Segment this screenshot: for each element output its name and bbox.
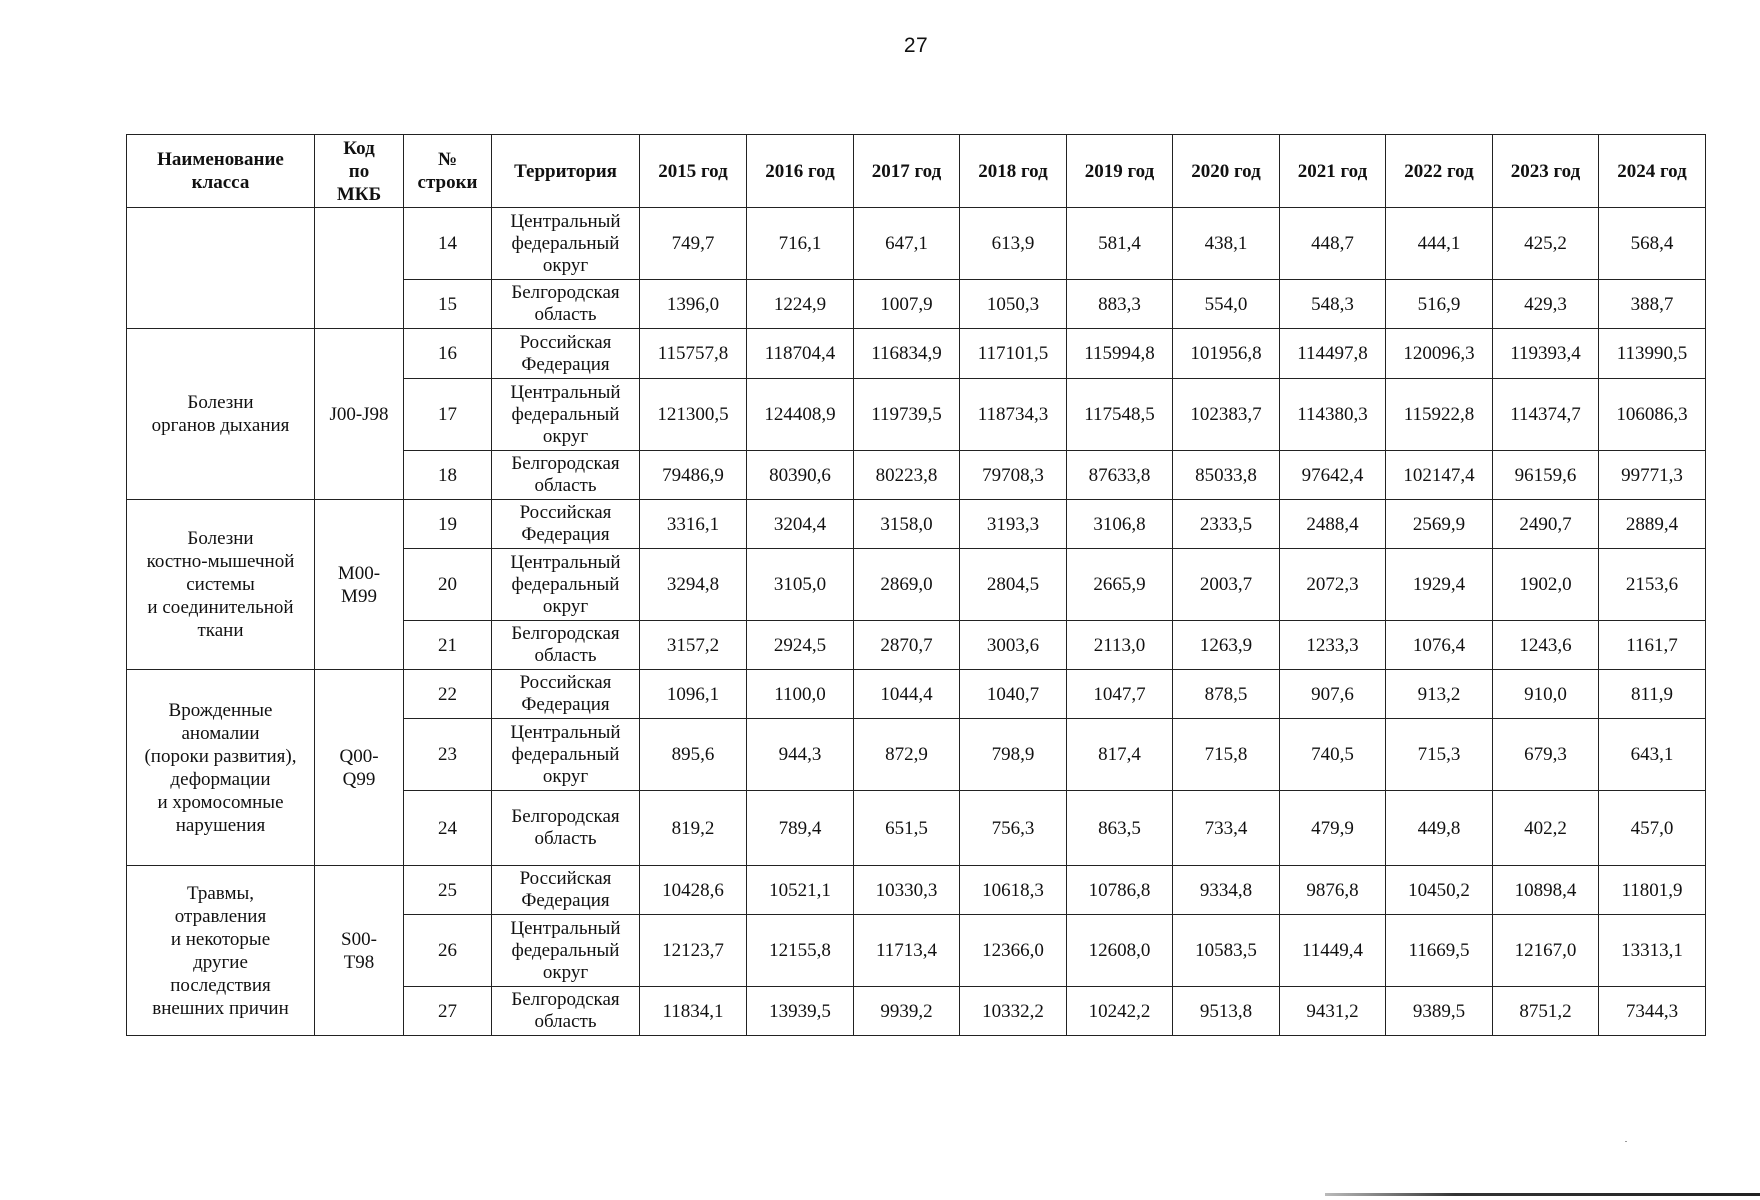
value-cell: 913,2: [1386, 670, 1493, 719]
value-cell: 2924,5: [747, 621, 854, 670]
value-cell: 106086,3: [1599, 379, 1706, 451]
value-cell: 1929,4: [1386, 549, 1493, 621]
value-cell: 13939,5: [747, 987, 854, 1036]
value-cell: 425,2: [1493, 208, 1599, 280]
class-name-line: Болезни: [187, 528, 254, 549]
icd-code-line: T98: [343, 951, 375, 973]
row-number-cell: 25: [404, 866, 492, 915]
header-icd-code: [315, 135, 404, 208]
value-cell: 733,4: [1173, 791, 1280, 866]
value-cell: 429,3: [1493, 280, 1599, 329]
header-year: 2017 год: [854, 135, 960, 208]
value-cell: 2665,9: [1067, 549, 1173, 621]
row-number-cell: 22: [404, 670, 492, 719]
value-cell: 789,4: [747, 791, 854, 866]
value-cell: 1050,3: [960, 280, 1067, 329]
header-code-line: по: [348, 160, 370, 182]
icd-code-line: Q00-: [339, 745, 379, 767]
territory-line: Федерация: [521, 694, 610, 715]
class-name-line: и хромосомные: [157, 791, 284, 813]
territory-cell: [492, 866, 640, 915]
territory-line: область: [534, 645, 597, 666]
territory-cell: [492, 500, 640, 549]
header-code-line: МКБ: [336, 183, 382, 205]
value-cell: 817,4: [1067, 719, 1173, 791]
class-name-line: деформации: [170, 768, 271, 790]
value-cell: 114374,7: [1493, 379, 1599, 451]
value-cell: 2003,7: [1173, 549, 1280, 621]
class-name-cell: [127, 208, 315, 329]
value-cell: 3003,6: [960, 621, 1067, 670]
territory-line: округ: [542, 961, 589, 983]
value-cell: 3105,0: [747, 549, 854, 621]
territory-cell: [492, 987, 640, 1036]
value-cell: 10898,4: [1493, 866, 1599, 915]
header-row-number: [404, 135, 492, 208]
value-cell: 12366,0: [960, 915, 1067, 987]
territory-cell: [492, 719, 640, 791]
header-class-name: Наименование класса: [127, 135, 315, 208]
value-cell: 449,8: [1386, 791, 1493, 866]
value-cell: 120096,3: [1386, 329, 1493, 379]
class-name-line: Болезни: [187, 392, 254, 413]
value-cell: 457,0: [1599, 791, 1706, 866]
territory-line: федеральный: [511, 573, 620, 595]
class-name-line: системы: [186, 574, 255, 595]
value-cell: 119739,5: [854, 379, 960, 451]
value-cell: 85033,8: [1173, 451, 1280, 500]
value-cell: 12155,8: [747, 915, 854, 987]
class-name-line: (пороки развития),: [144, 745, 297, 767]
value-cell: 115757,8: [640, 329, 747, 379]
value-cell: 115994,8: [1067, 329, 1173, 379]
value-cell: 119393,4: [1493, 329, 1599, 379]
row-number-cell: 19: [404, 500, 492, 549]
value-cell: 679,3: [1493, 719, 1599, 791]
value-cell: 3158,0: [854, 500, 960, 549]
value-cell: 113990,5: [1599, 329, 1706, 379]
header-territory: Территория: [492, 135, 640, 208]
value-cell: 96159,6: [1493, 451, 1599, 500]
value-cell: 910,0: [1493, 670, 1599, 719]
table-row: [127, 670, 1706, 719]
value-cell: 2490,7: [1493, 500, 1599, 549]
value-cell: 895,6: [640, 719, 747, 791]
row-number-cell: 23: [404, 719, 492, 791]
header-year: 2019 год: [1067, 135, 1173, 208]
header-row-number-line: строки: [417, 172, 478, 193]
value-cell: 10786,8: [1067, 866, 1173, 915]
territory-cell: [492, 670, 640, 719]
icd-code-cell: [315, 208, 404, 329]
value-cell: 2870,7: [854, 621, 960, 670]
value-cell: 2072,3: [1280, 549, 1386, 621]
header-row-number-line: №: [437, 149, 458, 170]
class-name-line: внешних причин: [152, 997, 289, 1019]
value-cell: 3106,8: [1067, 500, 1173, 549]
value-cell: 2333,5: [1173, 500, 1280, 549]
class-name-line: последствия: [170, 974, 271, 996]
territory-line: Центральный: [510, 210, 621, 232]
value-cell: 444,1: [1386, 208, 1493, 280]
class-name-line: нарушения: [175, 814, 266, 836]
value-cell: 3316,1: [640, 500, 747, 549]
class-name-line: ткани: [197, 620, 244, 641]
value-cell: 2488,4: [1280, 500, 1386, 549]
value-cell: 872,9: [854, 719, 960, 791]
value-cell: 438,1: [1173, 208, 1280, 280]
table-row: [127, 329, 1706, 379]
page-number: 27: [903, 34, 929, 57]
value-cell: 114380,3: [1280, 379, 1386, 451]
value-cell: 12123,7: [640, 915, 747, 987]
territory-line: Федерация: [521, 890, 610, 911]
table-row: [127, 500, 1706, 549]
value-cell: 548,3: [1280, 280, 1386, 329]
class-name-cell: [127, 670, 315, 866]
value-cell: 716,1: [747, 208, 854, 280]
value-cell: 99771,3: [1599, 451, 1706, 500]
territory-cell: [492, 915, 640, 987]
territory-line: область: [534, 828, 597, 849]
value-cell: 10583,5: [1173, 915, 1280, 987]
class-name-line: отравления: [174, 905, 267, 927]
table-row: [127, 866, 1706, 915]
territory-line: Белгородская: [511, 453, 620, 474]
value-cell: 9939,2: [854, 987, 960, 1036]
value-cell: 118704,4: [747, 329, 854, 379]
value-cell: 1044,4: [854, 670, 960, 719]
value-cell: 479,9: [1280, 791, 1386, 866]
scan-artifact-line: [1325, 1193, 1760, 1196]
value-cell: 1263,9: [1173, 621, 1280, 670]
value-cell: 3193,3: [960, 500, 1067, 549]
value-cell: 1233,3: [1280, 621, 1386, 670]
territory-cell: [492, 791, 640, 866]
value-cell: 811,9: [1599, 670, 1706, 719]
value-cell: 7344,3: [1599, 987, 1706, 1036]
value-cell: 554,0: [1173, 280, 1280, 329]
value-cell: 448,7: [1280, 208, 1386, 280]
territory-cell: [492, 451, 640, 500]
value-cell: 11801,9: [1599, 866, 1706, 915]
value-cell: 819,2: [640, 791, 747, 866]
value-cell: 1224,9: [747, 280, 854, 329]
value-cell: 117548,5: [1067, 379, 1173, 451]
class-name-line: и некоторые: [170, 928, 271, 950]
territory-line: Белгородская: [511, 282, 620, 303]
value-cell: 10242,2: [1067, 987, 1173, 1036]
territory-line: область: [534, 1011, 597, 1032]
value-cell: 13313,1: [1599, 915, 1706, 987]
value-cell: 10521,1: [747, 866, 854, 915]
territory-line: Белгородская: [511, 623, 620, 644]
territory-line: федеральный: [511, 403, 620, 425]
territory-line: Российская: [519, 868, 612, 889]
value-cell: 116834,9: [854, 329, 960, 379]
value-cell: 9876,8: [1280, 866, 1386, 915]
territory-line: округ: [542, 765, 589, 787]
class-name-cell: [127, 866, 315, 1036]
class-name-line: другие: [193, 951, 248, 973]
territory-line: Центральный: [510, 721, 621, 743]
class-name-cell: [127, 500, 315, 670]
value-cell: 79486,9: [640, 451, 747, 500]
territory-line: Федерация: [521, 524, 610, 545]
value-cell: 402,2: [1493, 791, 1599, 866]
value-cell: 102147,4: [1386, 451, 1493, 500]
value-cell: 883,3: [1067, 280, 1173, 329]
territory-line: область: [534, 304, 597, 325]
header-year: 2024 год: [1599, 135, 1706, 208]
icd-code-line: M00-: [337, 562, 381, 584]
territory-cell: [492, 329, 640, 379]
value-cell: 97642,4: [1280, 451, 1386, 500]
territory-cell: [492, 208, 640, 280]
value-cell: 115922,8: [1386, 379, 1493, 451]
value-cell: 9431,2: [1280, 987, 1386, 1036]
value-cell: 756,3: [960, 791, 1067, 866]
territory-line: федеральный: [511, 232, 620, 254]
value-cell: 121300,5: [640, 379, 747, 451]
icd-code-cell: [315, 670, 404, 866]
value-cell: 9513,8: [1173, 987, 1280, 1036]
header-year: 2015 год: [640, 135, 747, 208]
territory-line: Федерация: [521, 353, 610, 375]
class-name-line: костно-мышечной: [146, 551, 295, 572]
value-cell: 12608,0: [1067, 915, 1173, 987]
value-cell: 80223,8: [854, 451, 960, 500]
value-cell: 2804,5: [960, 549, 1067, 621]
value-cell: 647,1: [854, 208, 960, 280]
value-cell: 10618,3: [960, 866, 1067, 915]
value-cell: 8751,2: [1493, 987, 1599, 1036]
value-cell: 1396,0: [640, 280, 747, 329]
territory-line: округ: [542, 595, 589, 617]
territory-line: Белгородская: [511, 989, 620, 1010]
value-cell: 3294,8: [640, 549, 747, 621]
row-number-cell: 16: [404, 329, 492, 379]
territory-cell: [492, 379, 640, 451]
value-cell: 907,6: [1280, 670, 1386, 719]
icd-code-line: M99: [341, 585, 377, 607]
value-cell: 3204,4: [747, 500, 854, 549]
icd-code-line: J00-J98: [329, 403, 389, 425]
morbidity-table: [126, 134, 1706, 1036]
value-cell: 9334,8: [1173, 866, 1280, 915]
value-cell: 1243,6: [1493, 621, 1599, 670]
value-cell: 2869,0: [854, 549, 960, 621]
territory-line: округ: [542, 254, 589, 276]
value-cell: 117101,5: [960, 329, 1067, 379]
value-cell: 581,4: [1067, 208, 1173, 280]
icd-code-cell: [315, 329, 404, 500]
territory-line: федеральный: [511, 743, 620, 765]
value-cell: 568,4: [1599, 208, 1706, 280]
value-cell: 2153,6: [1599, 549, 1706, 621]
value-cell: 118734,3: [960, 379, 1067, 451]
value-cell: 10450,2: [1386, 866, 1493, 915]
value-cell: 1096,1: [640, 670, 747, 719]
territory-line: Центральный: [510, 917, 621, 939]
territory-line: Центральный: [510, 551, 621, 573]
value-cell: 1047,7: [1067, 670, 1173, 719]
value-cell: 1040,7: [960, 670, 1067, 719]
territory-line: Российская: [519, 502, 612, 523]
row-number-cell: 27: [404, 987, 492, 1036]
territory-line: Российская: [519, 331, 612, 353]
class-name-line: и соединительной: [147, 597, 294, 618]
value-cell: 11834,1: [640, 987, 747, 1036]
value-cell: 80390,6: [747, 451, 854, 500]
class-name-line: аномалии: [181, 722, 260, 744]
value-cell: 863,5: [1067, 791, 1173, 866]
value-cell: 944,3: [747, 719, 854, 791]
territory-cell: [492, 280, 640, 329]
scan-artifact-dot: [1625, 1141, 1627, 1142]
value-cell: 10428,6: [640, 866, 747, 915]
header-year: 2021 год: [1280, 135, 1386, 208]
value-cell: 11449,4: [1280, 915, 1386, 987]
territory-cell: [492, 621, 640, 670]
class-name-line: Травмы,: [186, 882, 254, 904]
row-number-cell: 21: [404, 621, 492, 670]
value-cell: 1076,4: [1386, 621, 1493, 670]
value-cell: 2113,0: [1067, 621, 1173, 670]
value-cell: 613,9: [960, 208, 1067, 280]
row-number-cell: 14: [404, 208, 492, 280]
value-cell: 1161,7: [1599, 621, 1706, 670]
value-cell: 1007,9: [854, 280, 960, 329]
header-year: 2018 год: [960, 135, 1067, 208]
header-year: 2016 год: [747, 135, 854, 208]
row-number-cell: 17: [404, 379, 492, 451]
value-cell: 878,5: [1173, 670, 1280, 719]
value-cell: 798,9: [960, 719, 1067, 791]
row-number-cell: 24: [404, 791, 492, 866]
territory-line: федеральный: [511, 939, 620, 961]
icd-code-line: S00-: [341, 928, 377, 950]
territory-line: Российская: [519, 672, 612, 693]
territory-line: область: [534, 475, 597, 496]
value-cell: 101956,8: [1173, 329, 1280, 379]
value-cell: 114497,8: [1280, 329, 1386, 379]
territory-line: Белгородская: [511, 806, 620, 827]
header-code-line: Код: [343, 137, 375, 159]
class-name-line: Врожденные: [168, 699, 273, 721]
row-number-cell: 20: [404, 549, 492, 621]
table-header: [127, 135, 1706, 208]
header-row: [127, 135, 1706, 208]
value-cell: 10332,2: [960, 987, 1067, 1036]
header-year: 2023 год: [1493, 135, 1599, 208]
value-cell: 2569,9: [1386, 500, 1493, 549]
value-cell: 9389,5: [1386, 987, 1493, 1036]
row-number-cell: 15: [404, 280, 492, 329]
header-year: 2020 год: [1173, 135, 1280, 208]
icd-code-cell: [315, 500, 404, 670]
value-cell: 715,3: [1386, 719, 1493, 791]
value-cell: 79708,3: [960, 451, 1067, 500]
value-cell: 2889,4: [1599, 500, 1706, 549]
value-cell: 12167,0: [1493, 915, 1599, 987]
value-cell: 11669,5: [1386, 915, 1493, 987]
value-cell: 124408,9: [747, 379, 854, 451]
value-cell: 3157,2: [640, 621, 747, 670]
value-cell: 651,5: [854, 791, 960, 866]
territory-line: округ: [542, 425, 589, 447]
value-cell: 740,5: [1280, 719, 1386, 791]
row-number-cell: 26: [404, 915, 492, 987]
icd-code-cell: [315, 866, 404, 1036]
row-number-cell: 18: [404, 451, 492, 500]
class-name-line: органов дыхания: [151, 415, 290, 436]
value-cell: 102383,7: [1173, 379, 1280, 451]
territory-line: Центральный: [510, 381, 621, 403]
territory-cell: [492, 549, 640, 621]
table-body: [127, 208, 1706, 1036]
value-cell: 1100,0: [747, 670, 854, 719]
icd-code-line: Q99: [342, 768, 376, 790]
value-cell: 87633,8: [1067, 451, 1173, 500]
value-cell: 715,8: [1173, 719, 1280, 791]
table-row: [127, 208, 1706, 280]
value-cell: 11713,4: [854, 915, 960, 987]
value-cell: 10330,3: [854, 866, 960, 915]
value-cell: 749,7: [640, 208, 747, 280]
value-cell: 643,1: [1599, 719, 1706, 791]
header-year: 2022 год: [1386, 135, 1493, 208]
value-cell: 1902,0: [1493, 549, 1599, 621]
value-cell: 516,9: [1386, 280, 1493, 329]
class-name-cell: [127, 329, 315, 500]
value-cell: 388,7: [1599, 280, 1706, 329]
